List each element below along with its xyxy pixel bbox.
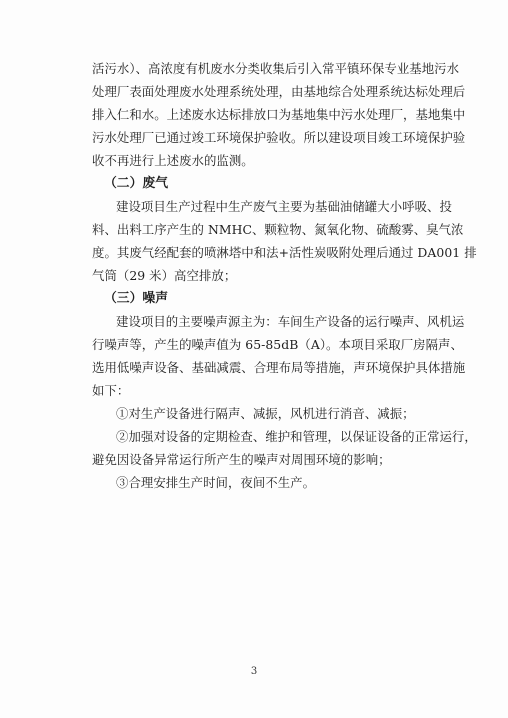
noise-measure-2-continued: 避免因设备异常运行所产生的噪声对周围环境的影响； xyxy=(92,452,391,467)
gas-section-heading: （二）废气 xyxy=(104,176,168,191)
wastewater-line-4: 污水处理厂已通过竣工环境保护验收。所以建设项目竣工环境保护验 xyxy=(92,130,466,145)
wastewater-line-1: 活污水）、高浓度有机废水分类收集后引入常平镇环保专业基地污水 xyxy=(92,61,460,76)
noise-line-2: 行噪声等，产生的噪声值为 65-85dB（A）。本项目采取厂房隔声、 xyxy=(92,337,463,352)
wastewater-line-3: 排入仁和水。上述废水达标排放口为基地集中污水处理厂，基地集中 xyxy=(92,107,466,122)
gas-line-2: 料、出料工序产生的 NMHC、颗粒物、氮氧化物、硫酸雾、臭气浓 xyxy=(92,222,464,237)
page-number: 3 xyxy=(250,666,258,677)
noise-line-1: 建设项目的主要噪声源主为：车间生产设备的运行噪声、风机运 xyxy=(116,314,465,329)
gas-line-4: 气筒（29 米）高空排放； xyxy=(92,268,237,283)
gas-line-3: 度。其废气经配套的喷淋塔中和法+活性炭吸附处理后通过 DA001 排 xyxy=(92,245,477,260)
noise-measure-2: ②加强对设备的定期检查、维护和管理，以保证设备的正常运行， xyxy=(116,429,477,444)
gas-line-1: 建设项目生产过程中生产废气主要为基础油储罐大小呼吸、投 xyxy=(116,199,452,214)
noise-line-4: 如下： xyxy=(92,383,130,398)
noise-measure-3: ③合理安排生产时间，夜间不生产。 xyxy=(116,475,316,490)
noise-measure-1: ①对生产设备进行隔声、减振，风机进行消音、减振； xyxy=(116,406,415,421)
noise-section-heading: （三）噪声 xyxy=(104,291,168,306)
noise-line-3: 选用低噪声设备、基础减震、合理布局等措施，声环境保护具体措施 xyxy=(92,360,466,375)
wastewater-line-5: 收不再进行上述废水的监测。 xyxy=(92,153,254,168)
document-body xyxy=(92,57,477,494)
wastewater-line-2: 处理厂表面处理废水处理系统处理，由基地综合处理系统达标处理后 xyxy=(92,84,466,99)
